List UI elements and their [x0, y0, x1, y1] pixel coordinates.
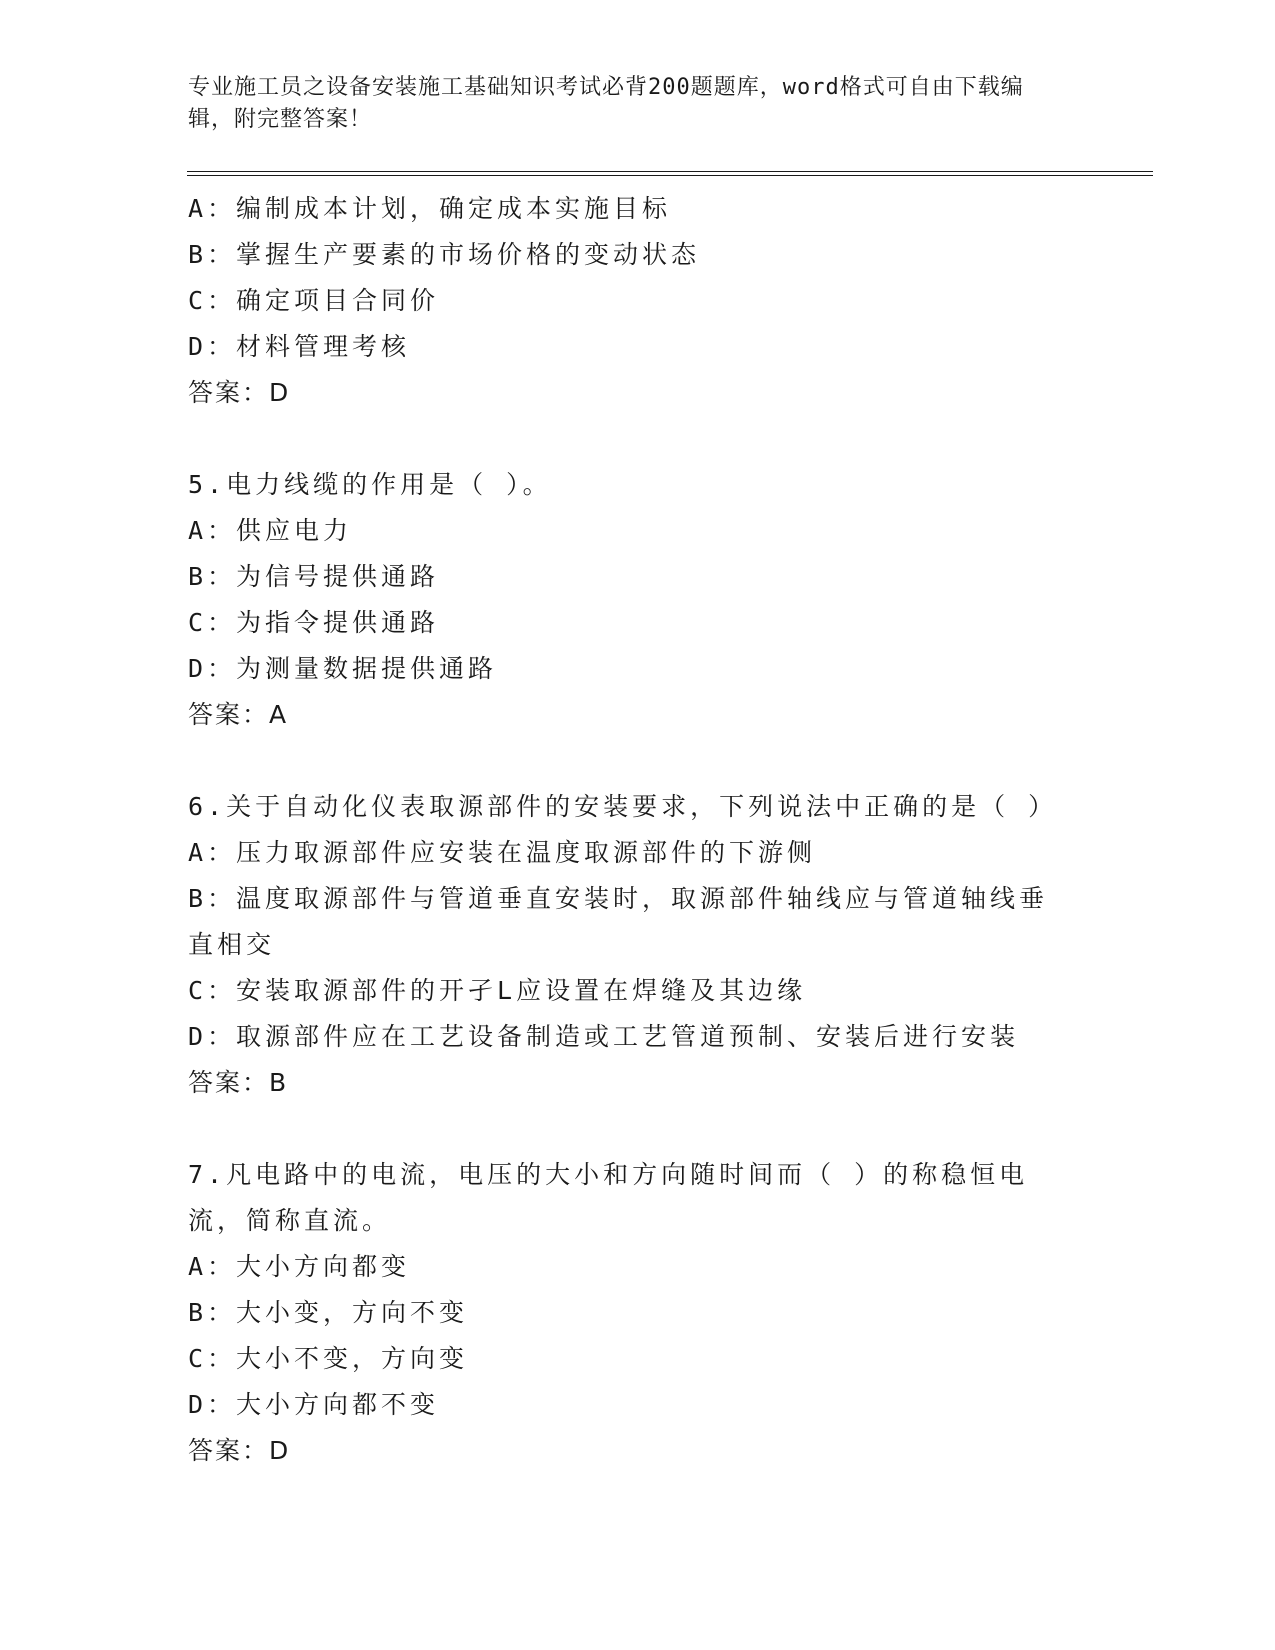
option-b: B：大小变，方向不变: [188, 1298, 469, 1327]
option-a: A：大小方向都变: [188, 1252, 411, 1281]
question-text: 7.凡电路中的电流，电压的大小和方向随时间而（ ）的称稳恒电流，简称直流。: [188, 1160, 1029, 1235]
option-c: C：确定项目合同价: [188, 286, 440, 315]
option-c: C：安装取源部件的开孑L应设置在焊缝及其边缘: [188, 976, 807, 1005]
option-b: B：温度取源部件与管道垂直安装时，取源部件轴线应与管道轴线垂直相交: [188, 884, 1049, 959]
answer: 答案：A: [188, 700, 289, 729]
question-text: 5.电力线缆的作用是（ ）。: [188, 470, 552, 499]
question-list: [188, 186, 1088, 1474]
option-d: D：大小方向都不变: [188, 1390, 440, 1419]
question-5: [188, 462, 1088, 738]
header-divider-top: [187, 171, 1153, 172]
option-d: D：材料管理考核: [188, 332, 411, 361]
header-divider-bottom: [187, 175, 1153, 176]
option-d: D：取源部件应在工艺设备制造或工艺管道预制、安装后进行安装: [188, 1022, 1020, 1051]
question-4: [188, 186, 1088, 416]
option-b: B：掌握生产要素的市场价格的变动状态: [188, 240, 701, 269]
option-c: C：大小不变，方向变: [188, 1344, 469, 1373]
answer: 答案：B: [188, 1068, 289, 1097]
option-b: B：为信号提供通路: [188, 562, 440, 591]
answer: 答案：D: [188, 378, 291, 407]
document-title: 专业施工员之设备安装施工基础知识考试必背200题题库，word格式可自由下载编辑，附完整答案！: [188, 75, 1024, 132]
option-a: A：供应电力: [188, 516, 353, 545]
document-header: [188, 72, 1068, 136]
question-6: [188, 784, 1088, 1106]
question-7: [188, 1152, 1088, 1474]
option-a: A：压力取源部件应安装在温度取源部件的下游侧: [188, 838, 817, 867]
question-text: 6.关于自动化仪表取源部件的安装要求，下列说法中正确的是（ ）: [188, 792, 1058, 821]
option-d: D：为测量数据提供通路: [188, 654, 498, 683]
answer: 答案：D: [188, 1436, 291, 1465]
option-c: C：为指令提供通路: [188, 608, 440, 637]
option-a: A：编制成本计划，确定成本实施目标: [188, 194, 672, 223]
